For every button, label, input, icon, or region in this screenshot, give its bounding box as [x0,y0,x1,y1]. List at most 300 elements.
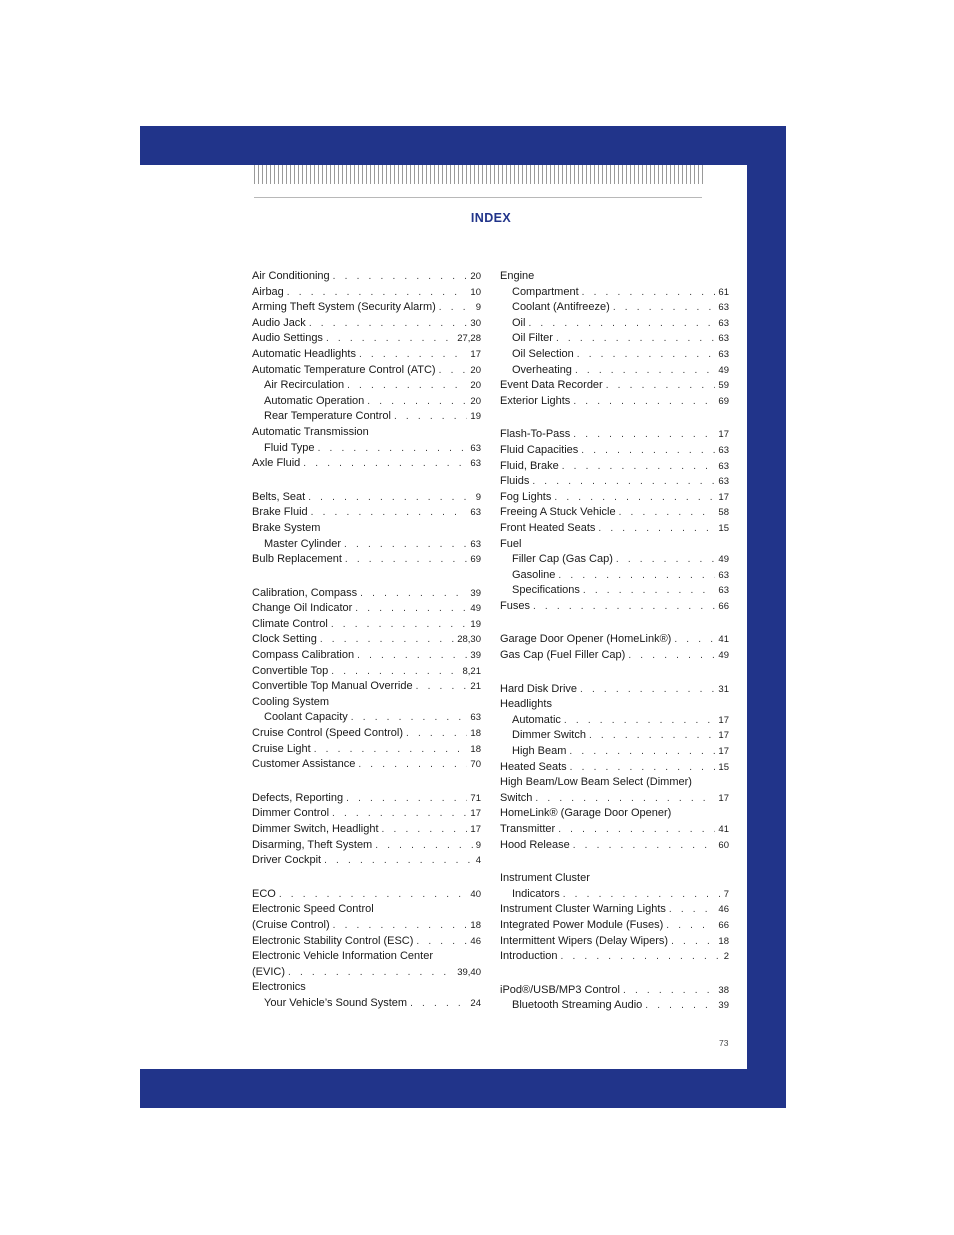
dot-leader [331,617,468,633]
index-entry [252,441,481,457]
dot-leader [645,998,715,1014]
index-entry-term: Intermittent Wipers (Delay Wipers) [500,934,669,947]
dot-leader [344,537,467,553]
index-entry [252,996,481,1012]
dot-leader [606,378,716,394]
dot-leader [320,632,454,648]
dot-leader [666,918,715,934]
index-entry-page: 59 [718,380,729,392]
index-entry [252,806,481,822]
index-entry [500,760,729,776]
index-entry-term: HomeLink® (Garage Door Opener) [500,807,672,820]
dot-leader [439,363,468,379]
index-entry-term: Cooling System [252,695,330,708]
index-entry-term: Indicators [512,887,560,900]
index-entry [500,552,729,568]
index-entry [500,697,729,713]
index-entry-page: 15 [718,522,729,534]
index-entry-term: Clock Setting [252,633,317,646]
index-entry [252,695,481,711]
index-entry-term: Audio Jack [252,316,306,329]
dot-leader [581,443,715,459]
index-entry-term: Automatic Operation [264,394,365,407]
index-entry [500,918,729,934]
header-rule [254,197,702,198]
index-entry [500,648,729,664]
index-entry-page: 9 [475,302,481,314]
index-entry-page: 20 [470,364,481,376]
dot-leader [535,791,715,807]
dot-leader [560,949,720,965]
index-entry-term: Convertible Top Manual Override [252,680,413,693]
dot-leader [410,996,467,1012]
blue-page-frame [140,126,786,1108]
index-entry-term: Electronic Speed Control [252,903,374,916]
index-entry [500,537,729,553]
index-entry-page: 2 [723,951,729,963]
index-entry-term: iPod®/USB/MP3 Control [500,983,620,996]
dot-leader [528,316,715,332]
dot-leader [582,285,716,301]
index-entry-term: Fluid, Brake [500,459,559,472]
index-entry [252,617,481,633]
dot-leader [332,806,467,822]
index-entry-term: Coolant Capacity [264,711,348,724]
index-entry [252,757,481,773]
index-entry-page: 63 [718,585,729,597]
dot-leader [333,269,468,285]
index-entry [252,363,481,379]
dot-leader [303,456,467,472]
index-entry-page: 61 [718,286,729,298]
index-entry-page: 60 [718,839,729,851]
index-entry [252,347,481,363]
index-entry-page: 18 [470,743,481,755]
index-entry [500,934,729,950]
index-entry-term: ECO [252,887,276,900]
index-entry [500,599,729,615]
index-entry-page: 8,21 [462,665,481,677]
index-entry-term: Dimmer Switch [512,729,586,742]
dot-leader [359,347,467,363]
index-entry-term: Front Heated Seats [500,521,596,534]
index-entry-term: Master Cylinder [264,537,342,550]
index-entry-term: Oil Selection [512,347,574,360]
index-entry-term: Customer Assistance [252,758,356,771]
index-entry [500,983,729,999]
index-entry-page: 20 [470,271,481,282]
index-entry-term: Your Vehicle’s Sound System [264,996,408,1009]
dot-leader [619,505,716,521]
index-entry [252,742,481,758]
index-entry-page: 39 [470,650,481,662]
index-entry [252,601,481,617]
index-entry-term: Heated Seats [500,760,567,773]
index-entry-page: 20 [470,380,481,392]
index-entry [500,583,729,599]
index-entry [500,394,729,410]
dot-leader [333,918,468,934]
dot-leader [326,331,454,347]
index-entry [252,632,481,648]
page-number: 73 [719,1038,729,1048]
dot-leader [563,887,721,903]
index-entry-term: Automatic Transmission [252,425,369,438]
index-entry-page: 40 [470,888,481,900]
index-entry-page: 18 [718,935,729,947]
index-entry [500,443,729,459]
dot-leader [569,744,715,760]
index-entry-term: Headlights [500,698,552,711]
index-entry [252,710,481,726]
dot-leader [375,838,472,854]
index-entry-term: (EVIC) [252,965,285,978]
dot-leader [346,791,467,807]
index-entry-page: 41 [718,824,729,835]
dot-leader [314,742,468,758]
index-entry [252,822,481,838]
index-entry [500,347,729,363]
index-entry-term: Brake System [252,521,321,534]
dot-leader [357,648,467,664]
index-entry-term: Automatic [512,713,561,726]
dot-leader [347,378,467,394]
dot-leader [583,583,716,599]
index-entry [500,269,729,285]
index-entry-term: Rear Temperature Control [264,410,391,423]
index-entry-term: Arming Theft System (Security Alarm) [252,301,436,314]
index-entry [252,980,481,996]
dot-leader [533,599,715,615]
index-column-left [252,269,481,1012]
index-entry [500,728,729,744]
index-entry [500,363,729,379]
index-entry-page: 39,40 [457,966,481,978]
index-entry-page: 19 [470,618,481,630]
index-entry-page: 15 [718,761,729,773]
index-entry [252,300,481,316]
dot-leader [308,490,473,506]
page-title: INDEX [470,211,512,225]
index-entry [252,394,481,410]
index-entry [252,965,481,981]
dot-leader [674,632,715,648]
index-entry-page: 19 [470,411,481,423]
index-entry-term: Belts, Seat [252,490,306,503]
index-column-right [500,269,729,1014]
index-entry [252,505,481,521]
index-entry-term: High Beam/Low Beam Select (Dimmer) [500,776,692,789]
index-entry-page: 63 [718,317,729,329]
index-entry-term: Bluetooth Streaming Audio [512,999,643,1012]
index-entry-page: 63 [718,348,729,360]
dot-leader [556,331,715,347]
index-entry [500,775,729,791]
index-entry-term: Switch [500,791,533,804]
index-entry-term: Axle Fluid [252,457,301,470]
dot-leader [351,710,468,726]
index-entry-page: 17 [718,429,729,441]
dot-leader [669,902,716,918]
index-entry-term: Compartment [512,285,579,298]
index-entry-page: 69 [718,395,729,407]
index-entry-page: 17 [470,348,481,360]
index-entry-term: Electronic Vehicle Information Center [252,950,433,963]
index-entry [500,521,729,537]
dot-leader [564,713,716,729]
index-entry-term: Fluids [500,475,530,488]
index-entry-page: 4 [475,855,481,867]
index-entry-page: 71 [470,792,481,804]
index-entry-page: 7 [723,888,729,900]
index-entry [500,632,729,648]
index-entry-page: 38 [718,984,729,996]
index-entry-page: 63 [470,442,481,454]
dot-leader [558,822,715,838]
dot-leader [598,521,715,537]
dot-leader [623,983,715,999]
index-entry [500,300,729,316]
index-entry [500,682,729,698]
index-entry-page: 49 [718,650,729,662]
index-entry [252,456,481,472]
dot-leader [573,427,715,443]
index-entry-page: 49 [470,603,481,615]
index-entry-page: 39 [470,587,481,599]
index-entry-term: Instrument Cluster Warning Lights [500,903,666,916]
index-entry-page: 10 [470,286,481,298]
index-entry-term: Fluid Type [264,441,315,454]
index-entry-term: Electronic Stability Control (ESC) [252,934,414,947]
index-entry [500,791,729,807]
index-entry [500,459,729,475]
dot-leader [575,363,715,379]
index-entry-page: 20 [470,395,481,407]
dot-leader [279,887,468,903]
dot-leader [406,726,467,742]
index-entry-term: Air Recirculation [264,379,345,392]
dot-leader [554,490,715,506]
dot-leader [532,474,715,490]
index-entry [252,902,481,918]
index-entry-page: 17 [718,491,729,503]
index-entry [252,552,481,568]
dot-leader [577,347,716,363]
dot-leader [309,316,468,332]
index-entry-term: (Cruise Control) [252,918,330,931]
index-entry-term: Change Oil Indicator [252,602,353,615]
index-entry-term: Airbag [252,285,284,298]
index-entry-page: 66 [718,600,729,612]
index-entry [500,427,729,443]
index-entry [252,726,481,742]
index-entry-page: 9 [475,839,481,851]
index-entry-term: Filler Cap (Gas Cap) [512,553,613,566]
index-entry [252,949,481,965]
dot-leader [570,760,716,776]
index-entry-page: 28,30 [457,634,481,646]
index-entry-term: Bulb Replacement [252,553,342,566]
dot-leader [573,838,716,854]
index-entry-page: 21 [470,681,481,693]
index-entry [252,791,481,807]
index-entry [500,871,729,887]
index-entry-term: Overheating [512,363,572,376]
index-entry [252,853,481,869]
index-entry-term: Instrument Cluster [500,872,590,885]
index-entry [252,378,481,394]
index-entry-term: Oil Filter [512,332,553,345]
dot-leader [324,853,473,869]
index-entry-term: Cruise Control (Speed Control) [252,727,404,740]
index-entry [500,998,729,1014]
index-entry-term: Garage Door Opener (HomeLink®) [500,633,672,646]
index-entry-term: Driver Cockpit [252,854,322,867]
index-entry-page: 17 [718,746,729,758]
index-page [140,165,747,1069]
dot-leader [318,441,468,457]
index-entry-page: 18 [470,728,481,740]
index-entry-page: 17 [718,792,729,804]
dot-leader [613,300,716,316]
index-entry-page: 63 [718,569,729,581]
index-entry-term: Event Data Recorder [500,379,603,392]
index-entry-page: 63 [718,302,729,314]
dot-leader [439,300,473,316]
index-entry-term: Automatic Temperature Control (ATC) [252,363,436,376]
index-entry-term: Integrated Power Module (Fuses) [500,918,664,931]
index-entry-term: Dimmer Switch, Headlight [252,823,379,835]
index-entry-term: Transmitter [500,823,556,835]
index-entry [252,285,481,301]
index-entry [252,887,481,903]
index-entry-term: Calibration, Compass [252,586,358,599]
index-entry-page: 46 [470,935,481,947]
dot-leader [345,552,468,568]
index-entry [252,586,481,602]
index-entry [252,409,481,425]
index-entry [252,269,481,285]
dot-leader [671,934,715,950]
index-entry-page: 63 [718,460,729,472]
index-entry-page: 69 [470,554,481,566]
index-entry-term: Disarming, Theft System [252,838,373,851]
index-entry [252,934,481,950]
index-entry-page: 17 [470,808,481,820]
index-entry-page: 17 [718,730,729,742]
index-entry-term: Specifications [512,584,580,597]
index-entry-page: 39 [718,1000,729,1012]
dot-leader [628,648,715,664]
index-entry [252,648,481,664]
index-entry [500,902,729,918]
index-entry [252,664,481,680]
index-entry-page: 66 [718,919,729,931]
dot-leader [382,822,468,838]
index-entry [252,316,481,332]
index-entry [252,521,481,537]
index-entry [252,918,481,934]
index-entry-term: Exterior Lights [500,394,571,407]
index-entry-term: Automatic Headlights [252,347,356,360]
dot-leader [416,934,467,950]
index-entry-page: 17 [718,714,729,726]
index-entry-term: Hood Release [500,838,570,851]
dot-leader [355,601,467,617]
index-entry [252,331,481,347]
index-entry-term: Cruise Light [252,742,311,755]
index-entry-term: Air Conditioning [252,270,330,282]
index-entry [500,806,729,822]
dot-leader [288,965,454,981]
dot-leader [358,757,467,773]
index-entry [500,490,729,506]
index-entry [500,838,729,854]
index-entry-page: 30 [470,317,481,329]
index-entry-page: 63 [718,333,729,345]
index-entry-page: 49 [718,364,729,376]
index-entry-term: High Beam [512,745,567,758]
index-entry-term: Audio Settings [252,332,323,345]
index-entry-page: 63 [718,444,729,456]
index-entry-page: 46 [718,904,729,916]
index-entry [500,949,729,965]
index-entry-page: 49 [718,554,729,566]
index-entry [252,679,481,695]
index-entry-term: Compass Calibration [252,649,355,662]
index-entry-term: Defects, Reporting [252,791,344,804]
index-entry-term: Fuel [500,537,522,550]
index-entry-page: 18 [470,919,481,931]
index-entry-page: 63 [470,507,481,519]
index-entry-page: 63 [470,458,481,470]
index-entry [500,568,729,584]
index-entry-page: 41 [718,634,729,646]
index-entry [500,887,729,903]
index-entry [500,713,729,729]
index-entry-page: 24 [470,997,481,1009]
dot-leader [573,394,715,410]
index-entry [500,316,729,332]
index-entry-term: Climate Control [252,617,328,630]
dot-leader [367,394,467,410]
index-entry [252,838,481,854]
dot-leader [394,409,467,425]
index-entry-term: Gasoline [512,568,556,581]
index-entry [500,822,729,838]
index-entry-page: 31 [718,683,729,695]
dot-leader [616,552,716,568]
index-entry-term: Oil [512,316,526,329]
index-entry [252,490,481,506]
index-entry-term: Fuses [500,599,530,612]
index-entry-page: 9 [475,491,481,503]
index-entry-page: 63 [470,712,481,724]
index-entry-term: Freeing A Stuck Vehicle [500,506,616,519]
index-entry [500,285,729,301]
dot-leader [562,459,716,475]
index-entry-term: Convertible Top [252,664,329,677]
index-entry-term: Hard Disk Drive [500,682,578,695]
index-entry [252,537,481,553]
index-entry-page: 63 [470,538,481,550]
index-entry-term: Engine [500,270,535,282]
index-entry-term: Gas Cap (Fuel Filler Cap) [500,649,626,662]
index-entry [500,744,729,760]
dot-leader [558,568,715,584]
dot-leader [287,285,468,301]
index-entry [500,378,729,394]
